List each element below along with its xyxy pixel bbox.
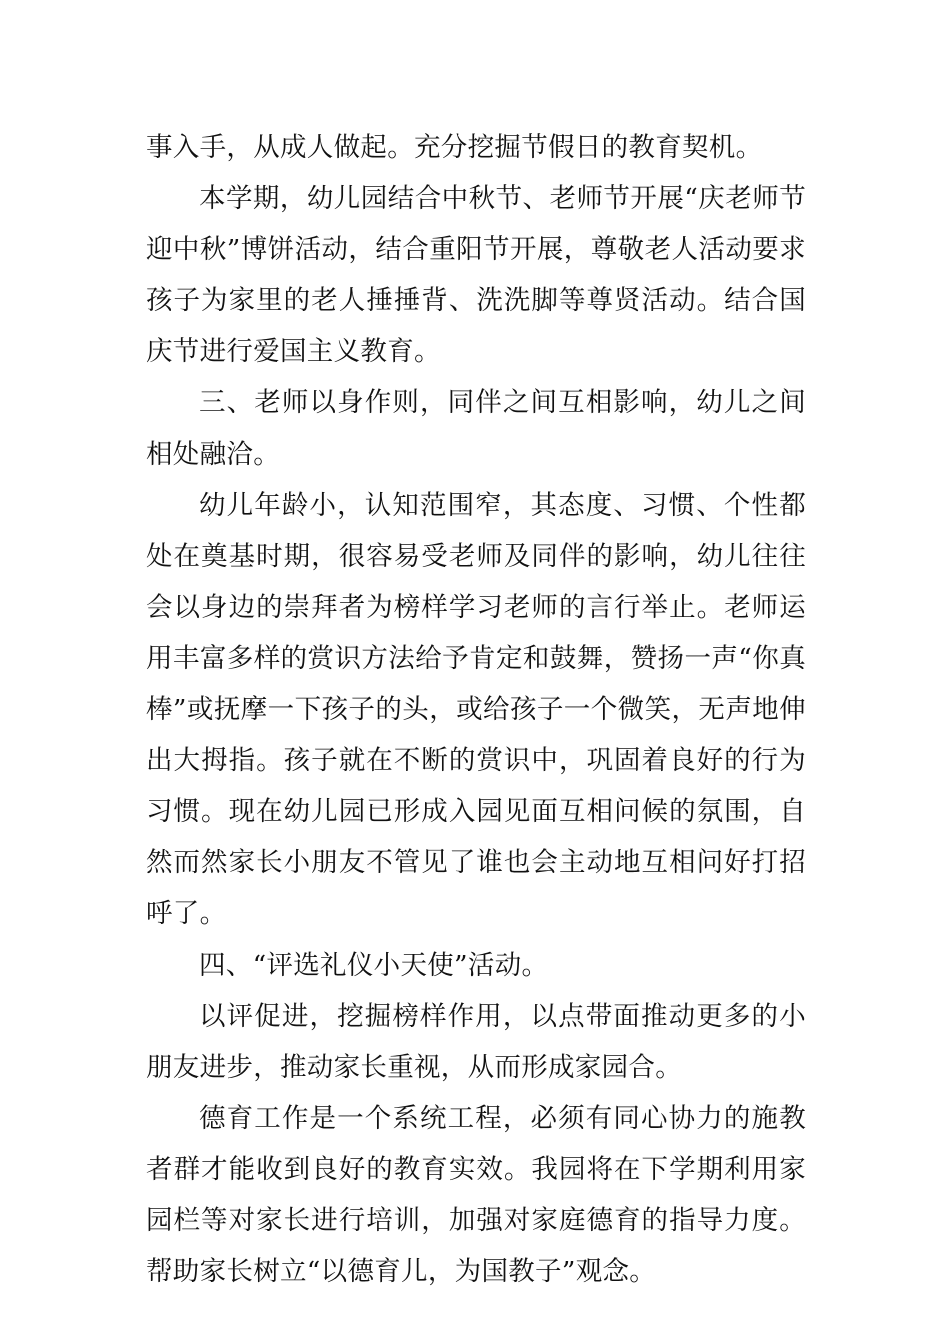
paragraph-role-models: 以评促进，挖掘榜样作用，以点带面推动更多的小朋友进步，推动家长重视，从而形成家园合。 bbox=[146, 1000, 806, 1083]
section-heading-three: 三、老师以身作则，同伴之间互相影响，幼儿之间相处融洽。 bbox=[146, 387, 806, 470]
paragraph-conclusion: 德育工作是一个系统工程，必须有同心协力的施教者群才能收到良好的教育实效。我园将在下学期利用家园栏等对家长进行培训，加强对家庭德育的指导力度。帮助家长树立“以德育儿，为国教子”观念。 bbox=[146, 1102, 806, 1288]
document-body bbox=[146, 122, 806, 1297]
paragraph-continuation: 事入手，从成人做起。充分挖掘节假日的教育契机。 bbox=[146, 132, 763, 163]
paragraph-teacher-example: 幼儿年龄小，认知范围窄，其态度、习惯、个性都处在奠基时期，很容易受老师及同伴的影响，幼儿往往会以身边的崇拜者为榜样学习老师的言行举止。老师运用丰富多样的赏识方法给予肯定和鼓舞，赞扬一声“你真棒”或抚摩一下孩子的头，或给孩子一个微笑，无声地伸出大拇指。孩子就在不断的赏识中，巩固着良好的行为习惯。现在幼儿园已形成入园见面互相问候的氛围，自然而然家长小朋友不管见了谁也会主动地互相问好打招呼了。 bbox=[146, 489, 806, 930]
paragraph-festival-activities: 本学期，幼儿园结合中秋节、老师节开展“庆老师节迎中秋”博饼活动，结合重阳节开展，尊敬老人活动要求孩子为家里的老人捶捶背、洗洗脚等尊贤活动。结合国庆节进行爱国主义教育。 bbox=[146, 183, 806, 368]
section-heading-four: 四、“评选礼仪小天使”活动。 bbox=[199, 949, 549, 981]
